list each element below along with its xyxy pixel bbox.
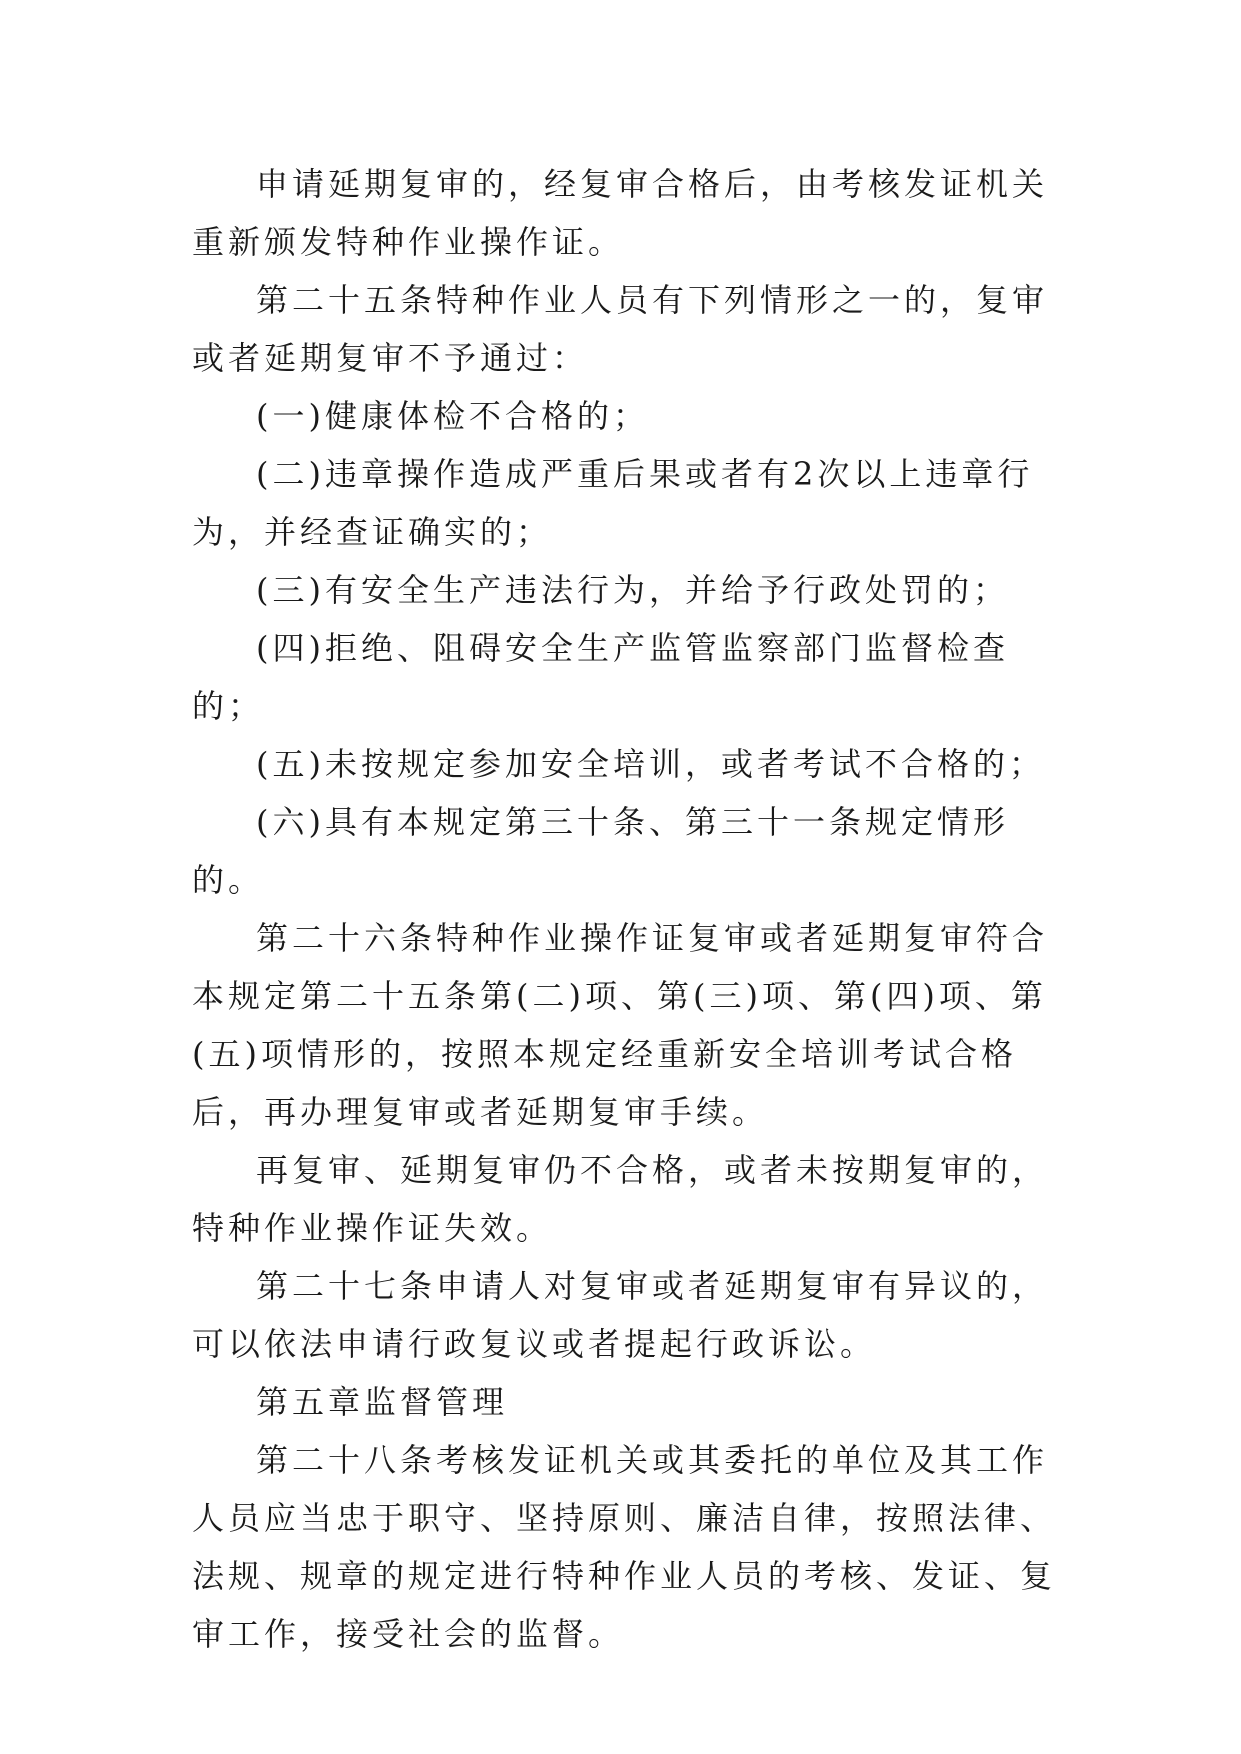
paragraph-article-27: 第二十七条申请人对复审或者延期复审有异议的，可以依法申请行政复议或者提起行政诉讼。 [192, 1267, 1049, 1363]
list-item-6: (六)具有本规定第三十条、第三十一条规定情形的。 [192, 803, 1009, 899]
paragraph-article-28: 第二十八条考核发证机关或其委托的单位及其工作人员应当忠于职守、坚持原则、廉洁自律，按照法律、法规、规章的规定进行特种作业人员的考核、发证、复审工作，接受社会的监督。 [192, 1441, 1057, 1653]
paragraph-certificate-invalid: 再复审、延期复审仍不合格，或者未按期复审的，特种作业操作证失效。 [192, 1151, 1049, 1247]
paragraph-article-26: 第二十六条特种作业操作证复审或者延期复审符合本规定第二十五条第(二)项、第(三)项、第(四)项、第(五)项情形的，按照本规定经重新安全培训考试合格后，再办理复审或者延期复审手续。 [192, 919, 1049, 1131]
document-body [192, 155, 1062, 1663]
list-item-1: (一)健康体检不合格的； [256, 397, 649, 435]
list-item-2: (二)违章操作造成严重后果或者有2次以上违章行为，并经查证确实的； [192, 455, 1034, 551]
list-item-3: (三)有安全生产违法行为，并给予行政处罚的； [256, 571, 1009, 609]
list-item-5: (五)未按规定参加安全培训，或者考试不合格的； [256, 745, 1045, 783]
paragraph-article-25: 第二十五条特种作业人员有下列情形之一的，复审或者延期复审不予通过： [192, 281, 1049, 377]
paragraph-renewal-review: 申请延期复审的，经复审合格后，由考核发证机关重新颁发特种作业操作证。 [192, 165, 1049, 261]
list-item-4: (四)拒绝、阻碍安全生产监管监察部门监督检查的； [192, 629, 1009, 725]
chapter-heading: 第五章监督管理 [256, 1383, 509, 1421]
